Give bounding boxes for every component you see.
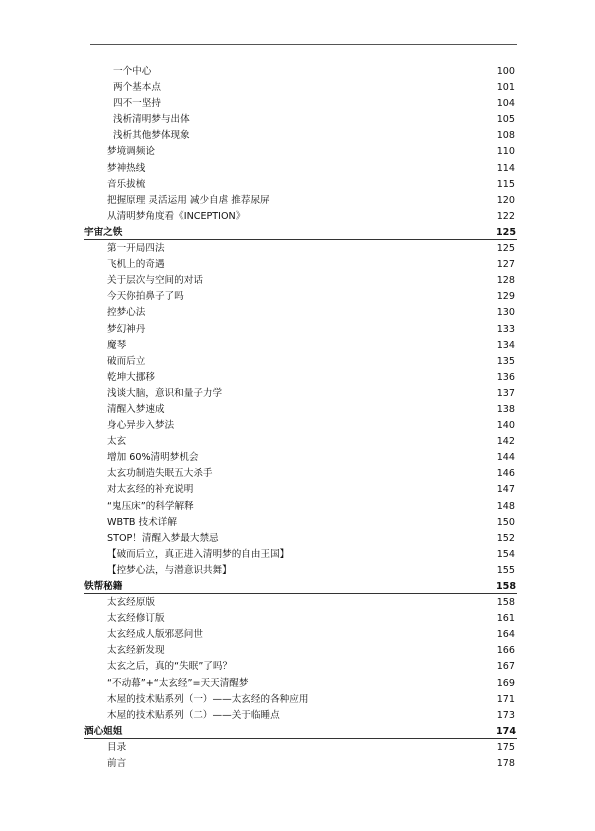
toc-entry[interactable]: [0, 659, 595, 675]
toc-entry-title: 太玄经成人版邪恶问世: [107, 629, 203, 641]
toc-entry-page-number: 100: [496, 66, 515, 77]
toc-entry-page-number: 122: [496, 210, 515, 222]
toc-entry[interactable]: [0, 611, 595, 627]
toc-section-heading[interactable]: [0, 724, 595, 740]
toc-entry-title: 四不一坚持: [113, 98, 161, 110]
toc-entry-page-number: 158: [496, 597, 515, 609]
toc-entry[interactable]: [0, 177, 595, 193]
toc-entry[interactable]: [0, 338, 595, 354]
toc-entry-page-number: 135: [496, 355, 515, 367]
toc-entry-page-number: 101: [496, 82, 515, 94]
toc-entry[interactable]: [0, 289, 595, 305]
toc-entry-title: 太玄之后，真的“失眠”了吗？: [107, 661, 233, 673]
toc-entry[interactable]: [0, 450, 595, 466]
toc-entry[interactable]: [0, 466, 595, 482]
toc-entry[interactable]: [0, 643, 595, 659]
toc-entry-title: 太玄经原版: [107, 597, 155, 609]
toc-entry[interactable]: [0, 64, 595, 80]
toc-entry-page-number: 137: [496, 387, 515, 399]
toc-entry-page-number: 120: [496, 194, 515, 206]
toc-entry[interactable]: [0, 370, 595, 386]
toc-entry-page-number: 178: [496, 758, 515, 770]
toc-entry-title: 把握原理 灵活运用 减少自虐 推荐尿屏: [107, 194, 270, 206]
toc-entry-page-number: 154: [496, 548, 515, 560]
toc-entry[interactable]: [0, 354, 595, 370]
toc-entry-page-number: 174: [495, 725, 516, 737]
toc-entry-page-number: 140: [496, 420, 515, 432]
toc-entry[interactable]: [0, 322, 595, 338]
toc-entry[interactable]: [0, 144, 595, 160]
toc-entry-page-number: 110: [496, 146, 515, 158]
toc-entry[interactable]: [0, 482, 595, 498]
toc-entry-page-number: 171: [496, 693, 515, 705]
toc-entry-title: 太玄: [107, 436, 127, 448]
toc-entry-title: 浅析其他梦体现象: [113, 130, 190, 142]
toc-entry[interactable]: [0, 193, 595, 209]
toc-entry-title: 乾坤大挪移: [107, 371, 155, 383]
toc-entry-title: 梦境调频论: [107, 146, 155, 158]
toc-entry[interactable]: [0, 305, 595, 321]
toc-entry-page-number: 147: [496, 484, 515, 496]
toc-entry-page-number: 129: [496, 291, 515, 303]
toc-entry[interactable]: [0, 563, 595, 579]
toc-entry-title: 浅析清明梦与出体: [113, 114, 190, 126]
toc-entry-page-number: 133: [496, 323, 515, 335]
toc-entry-title: 身心异步入梦法: [107, 420, 175, 432]
toc-entry-title: 破而后立: [107, 355, 146, 367]
toc-entry-page-number: 130: [496, 307, 515, 319]
toc-entry[interactable]: [0, 241, 595, 257]
toc-entry-page-number: 125: [496, 243, 515, 255]
toc-entry[interactable]: [0, 708, 595, 724]
toc-entry-title: 目录: [107, 741, 127, 753]
toc-entry-title: “不动幕”+“太玄经”=天天清醒梦: [107, 677, 249, 689]
toc-entry[interactable]: [0, 627, 595, 643]
toc-entry-page-number: 134: [496, 339, 515, 351]
toc-entry-page-number: 173: [496, 709, 515, 721]
toc-entry[interactable]: [0, 499, 595, 515]
toc-entry[interactable]: [0, 402, 595, 418]
toc-entry-page-number: 150: [496, 516, 515, 528]
toc-entry[interactable]: [0, 676, 595, 692]
toc-entry-page-number: 166: [496, 645, 515, 657]
toc-entry-page-number: 161: [496, 613, 515, 625]
table-of-contents: [0, 64, 595, 772]
toc-entry[interactable]: [0, 531, 595, 547]
toc-entry-title: 对太玄经的补充说明: [107, 484, 194, 496]
toc-entry-page-number: 108: [496, 130, 515, 142]
toc-entry[interactable]: [0, 434, 595, 450]
toc-entry[interactable]: [0, 257, 595, 273]
toc-entry-title: 控梦心法: [107, 307, 146, 319]
toc-entry-page-number: 144: [496, 452, 515, 464]
toc-entry-title: 前言: [107, 758, 127, 770]
toc-entry[interactable]: [0, 209, 595, 225]
header-rule: [90, 44, 517, 45]
toc-entry-title: 梦幻神丹: [107, 323, 146, 335]
toc-entry-title: 音乐拔梳: [107, 178, 146, 190]
toc-entry-title: 木屋的技术贴系列（二）——关于临睡点: [107, 709, 280, 721]
toc-entry-title: 清醒入梦速成: [107, 403, 165, 415]
toc-section-heading[interactable]: [0, 225, 595, 241]
toc-entry-title: 【破而后立，真正进入清明梦的自由王国】: [107, 548, 290, 560]
toc-entry-page-number: 114: [496, 162, 515, 174]
toc-entry[interactable]: [0, 515, 595, 531]
toc-entry-title: 梦神热线: [107, 162, 146, 174]
toc-entry-title: 铁帮秘籍: [84, 581, 123, 592]
toc-section-heading[interactable]: [0, 579, 595, 595]
toc-entry[interactable]: [0, 112, 595, 128]
toc-entry[interactable]: [0, 547, 595, 563]
toc-entry-title: 酒心姐姐: [84, 725, 123, 737]
toc-entry-page-number: 127: [496, 259, 515, 271]
toc-entry-page-number: 148: [496, 500, 515, 512]
toc-entry-page-number: 104: [496, 98, 515, 110]
toc-entry-title: 第一开局四法: [107, 243, 165, 255]
toc-entry-page-number: 115: [496, 178, 515, 190]
toc-entry-title: 太玄经修订版: [107, 613, 165, 625]
toc-entry[interactable]: [0, 161, 595, 177]
toc-entry[interactable]: [0, 692, 595, 708]
toc-entry-title: 飞机上的奇遇: [107, 259, 165, 271]
toc-entry-title: “鬼压床”的科学解释: [107, 500, 194, 512]
toc-entry-page-number: 146: [496, 468, 515, 480]
toc-entry-title: 从清明梦角度看《INCEPTION》: [107, 210, 246, 222]
toc-entry[interactable]: [0, 273, 595, 289]
toc-entry-title: STOP！清醒入梦最大禁忌: [107, 532, 219, 544]
toc-entry-page-number: 128: [496, 275, 515, 287]
toc-entry-title: 太玄功制造失眠五大杀手: [107, 468, 213, 480]
toc-entry-title: 关于层次与空间的对话: [107, 275, 203, 287]
toc-entry-title: WBTB 技术详解: [107, 516, 177, 528]
toc-entry-title: 太玄经新发现: [107, 645, 165, 657]
toc-entry-title: 一个中心: [113, 66, 152, 77]
toc-entry-page-number: 152: [496, 532, 515, 544]
toc-entry[interactable]: [0, 740, 595, 756]
toc-entry[interactable]: [0, 418, 595, 434]
toc-entry-title: 木屋的技术贴系列（一）——太玄经的各种应用: [107, 693, 309, 705]
toc-entry-title: 宇宙之铁: [84, 226, 123, 238]
toc-entry-page-number: 142: [496, 436, 515, 448]
toc-entry[interactable]: [0, 80, 595, 96]
toc-entry-page-number: 169: [496, 677, 515, 689]
toc-entry-page-number: 167: [496, 661, 515, 673]
toc-entry-title: 浅谈大脑，意识和量子力学: [107, 387, 223, 399]
toc-entry-title: 增加 60%清明梦机会: [107, 452, 199, 464]
toc-entry-page-number: 136: [496, 371, 515, 383]
toc-entry-title: 两个基本点: [113, 82, 161, 94]
toc-entry-page-number: 105: [496, 114, 515, 126]
toc-entry-page-number: 164: [496, 629, 515, 641]
toc-entry-title: 魔琴: [107, 339, 127, 351]
toc-entry-page-number: 175: [496, 741, 515, 753]
toc-entry-title: 今天你拍鼻子了吗: [107, 291, 184, 303]
toc-entry[interactable]: [0, 96, 595, 112]
toc-entry-page-number: 155: [496, 564, 515, 576]
toc-entry[interactable]: [0, 595, 595, 611]
toc-entry-title: 【控梦心法，与潜意识共舞】: [107, 564, 232, 576]
toc-entry-page-number: 138: [496, 403, 515, 415]
toc-entry[interactable]: [0, 756, 595, 772]
toc-entry[interactable]: [0, 128, 595, 144]
toc-entry-page-number: 158: [495, 581, 516, 592]
toc-entry[interactable]: [0, 386, 595, 402]
toc-entry-page-number: 125: [495, 226, 516, 238]
